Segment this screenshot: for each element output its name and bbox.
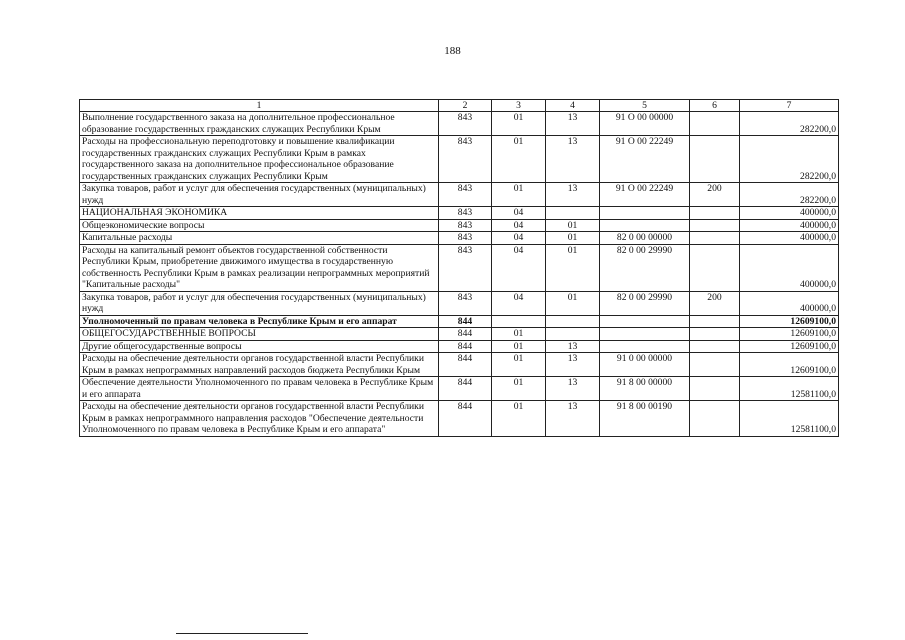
ministry-code: 843 xyxy=(439,207,492,220)
subsection-code xyxy=(546,328,600,341)
section-code: 04 xyxy=(492,232,546,245)
header-cell: 4 xyxy=(546,100,600,112)
expense-type-code xyxy=(690,232,740,245)
expense-type-code xyxy=(690,219,740,232)
target-article-code xyxy=(600,207,690,220)
row-name: Расходы на профессиональную переподготовку и повышение квалификации государственных гражданских служащих Республики Крым в рамках государственного заказа на дополнительное профессиональное образование государственных гражданских служащих Республики Крым xyxy=(80,136,439,183)
table-row xyxy=(80,112,839,136)
table-row xyxy=(80,353,839,377)
expense-type-code xyxy=(690,377,740,401)
section-code xyxy=(492,315,546,328)
subsection-code: 01 xyxy=(546,291,600,315)
page-number: 188 xyxy=(444,45,461,57)
section-code: 04 xyxy=(492,244,546,291)
expense-type-code xyxy=(690,328,740,341)
amount: 282200,0 xyxy=(740,112,839,136)
target-article-code xyxy=(600,340,690,353)
section-code: 01 xyxy=(492,401,546,437)
table-row xyxy=(80,328,839,341)
amount: 12609100,0 xyxy=(740,315,839,328)
section-code: 01 xyxy=(492,328,546,341)
amount: 12609100,0 xyxy=(740,328,839,341)
target-article-code: 91 0 00 00000 xyxy=(600,353,690,377)
row-name: Общеэкономические вопросы xyxy=(80,219,439,232)
target-article-code: 91 О 00 22249 xyxy=(600,136,690,183)
row-name: Расходы на обеспечение деятельности органов государственной власти Республики Крым в рамках непрограммного направления расходов "Обеспечение деятельности Уполномоченного по правам человека в Республике Крым и его аппарата" xyxy=(80,401,439,437)
ministry-code: 843 xyxy=(439,232,492,245)
amount: 12581100,0 xyxy=(740,401,839,437)
header-cell: 5 xyxy=(600,100,690,112)
ministry-code: 844 xyxy=(439,401,492,437)
section-code: 01 xyxy=(492,136,546,183)
ministry-code: 844 xyxy=(439,353,492,377)
ministry-code: 844 xyxy=(439,377,492,401)
subsection-code: 13 xyxy=(546,377,600,401)
ministry-code: 843 xyxy=(439,136,492,183)
target-article-code xyxy=(600,219,690,232)
ministry-code: 843 xyxy=(439,244,492,291)
section-code: 01 xyxy=(492,183,546,207)
row-name: Расходы на капитальный ремонт объектов государственной собственности Республики Крым, приобретение движимого имущества в государственную собственность Республики Крым в рамках реализации непрограммных мероприятий "Капитальные расходы" xyxy=(80,244,439,291)
expense-type-code xyxy=(690,207,740,220)
table-row xyxy=(80,136,839,183)
section-code: 04 xyxy=(492,219,546,232)
amount: 400000,0 xyxy=(740,207,839,220)
row-name: Обеспечение деятельности Уполномоченного по правам человека в Республике Крым и его аппарата xyxy=(80,377,439,401)
target-article-code: 91 8 00 00000 xyxy=(600,377,690,401)
table-row xyxy=(80,401,839,437)
section-code: 01 xyxy=(492,340,546,353)
amount: 400000,0 xyxy=(740,232,839,245)
row-name: Другие общегосударственные вопросы xyxy=(80,340,439,353)
row-name: Расходы на обеспечение деятельности органов государственной власти Республики Крым в рамках непрограммных направлений расходов бюджета Республики Крым xyxy=(80,353,439,377)
expense-type-code: 200 xyxy=(690,291,740,315)
table-header-row xyxy=(80,100,839,112)
table-row xyxy=(80,232,839,245)
section-code: 04 xyxy=(492,291,546,315)
target-article-code xyxy=(600,328,690,341)
expense-type-code xyxy=(690,315,740,328)
expense-type-code xyxy=(690,401,740,437)
table-row xyxy=(80,315,839,328)
expense-type-code xyxy=(690,112,740,136)
header-cell: 2 xyxy=(439,100,492,112)
ministry-code: 843 xyxy=(439,219,492,232)
section-code: 04 xyxy=(492,207,546,220)
subsection-code: 13 xyxy=(546,353,600,377)
target-article-code: 91 О 00 00000 xyxy=(600,112,690,136)
target-article-code xyxy=(600,315,690,328)
table-row xyxy=(80,183,839,207)
subsection-code: 13 xyxy=(546,136,600,183)
header-cell: 6 xyxy=(690,100,740,112)
subsection-code: 01 xyxy=(546,232,600,245)
ministry-code: 843 xyxy=(439,291,492,315)
amount: 400000,0 xyxy=(740,219,839,232)
section-code: 01 xyxy=(492,112,546,136)
expense-type-code xyxy=(690,136,740,183)
table-row xyxy=(80,340,839,353)
row-name: Закупка товаров, работ и услуг для обеспечения государственных (муниципальных) нужд xyxy=(80,183,439,207)
ministry-code: 844 xyxy=(439,315,492,328)
ministry-code: 844 xyxy=(439,340,492,353)
subsection-code: 13 xyxy=(546,340,600,353)
row-name: НАЦИОНАЛЬНАЯ ЭКОНОМИКА xyxy=(80,207,439,220)
amount: 282200,0 xyxy=(740,136,839,183)
ministry-code: 843 xyxy=(439,183,492,207)
amount: 12609100,0 xyxy=(740,340,839,353)
budget-table xyxy=(79,99,839,437)
header-cell: 3 xyxy=(492,100,546,112)
subsection-code: 13 xyxy=(546,112,600,136)
ministry-code: 844 xyxy=(439,328,492,341)
table-row xyxy=(80,291,839,315)
expense-type-code: 200 xyxy=(690,183,740,207)
subsection-code: 01 xyxy=(546,219,600,232)
row-name: Уполномоченный по правам человека в Республике Крым и его аппарат xyxy=(80,315,439,328)
row-name: Закупка товаров, работ и услуг для обеспечения государственных (муниципальных) нужд xyxy=(80,291,439,315)
subsection-code: 13 xyxy=(546,401,600,437)
section-code: 01 xyxy=(492,353,546,377)
amount: 12581100,0 xyxy=(740,377,839,401)
expense-type-code xyxy=(690,244,740,291)
table-row xyxy=(80,207,839,220)
row-name: Капитальные расходы xyxy=(80,232,439,245)
header-cell: 7 xyxy=(740,100,839,112)
subsection-code: 13 xyxy=(546,183,600,207)
table-row xyxy=(80,244,839,291)
target-article-code: 82 0 00 00000 xyxy=(600,232,690,245)
section-code: 01 xyxy=(492,377,546,401)
expense-type-code xyxy=(690,340,740,353)
table-row xyxy=(80,377,839,401)
subsection-code xyxy=(546,315,600,328)
footnote-rule xyxy=(176,633,308,634)
subsection-code xyxy=(546,207,600,220)
ministry-code: 843 xyxy=(439,112,492,136)
row-name: Выполнение государственного заказа на дополнительное профессиональное образование государственных гражданских служащих Республики Крым xyxy=(80,112,439,136)
amount: 12609100,0 xyxy=(740,353,839,377)
row-name: ОБЩЕГОСУДАРСТВЕННЫЕ ВОПРОСЫ xyxy=(80,328,439,341)
amount: 282200,0 xyxy=(740,183,839,207)
target-article-code: 82 0 00 29990 xyxy=(600,291,690,315)
target-article-code: 91 О 00 22249 xyxy=(600,183,690,207)
target-article-code: 82 0 00 29990 xyxy=(600,244,690,291)
table-row xyxy=(80,219,839,232)
subsection-code: 01 xyxy=(546,244,600,291)
expense-type-code xyxy=(690,353,740,377)
header-cell: 1 xyxy=(80,100,439,112)
amount: 400000,0 xyxy=(740,244,839,291)
amount: 400000,0 xyxy=(740,291,839,315)
target-article-code: 91 8 00 00190 xyxy=(600,401,690,437)
